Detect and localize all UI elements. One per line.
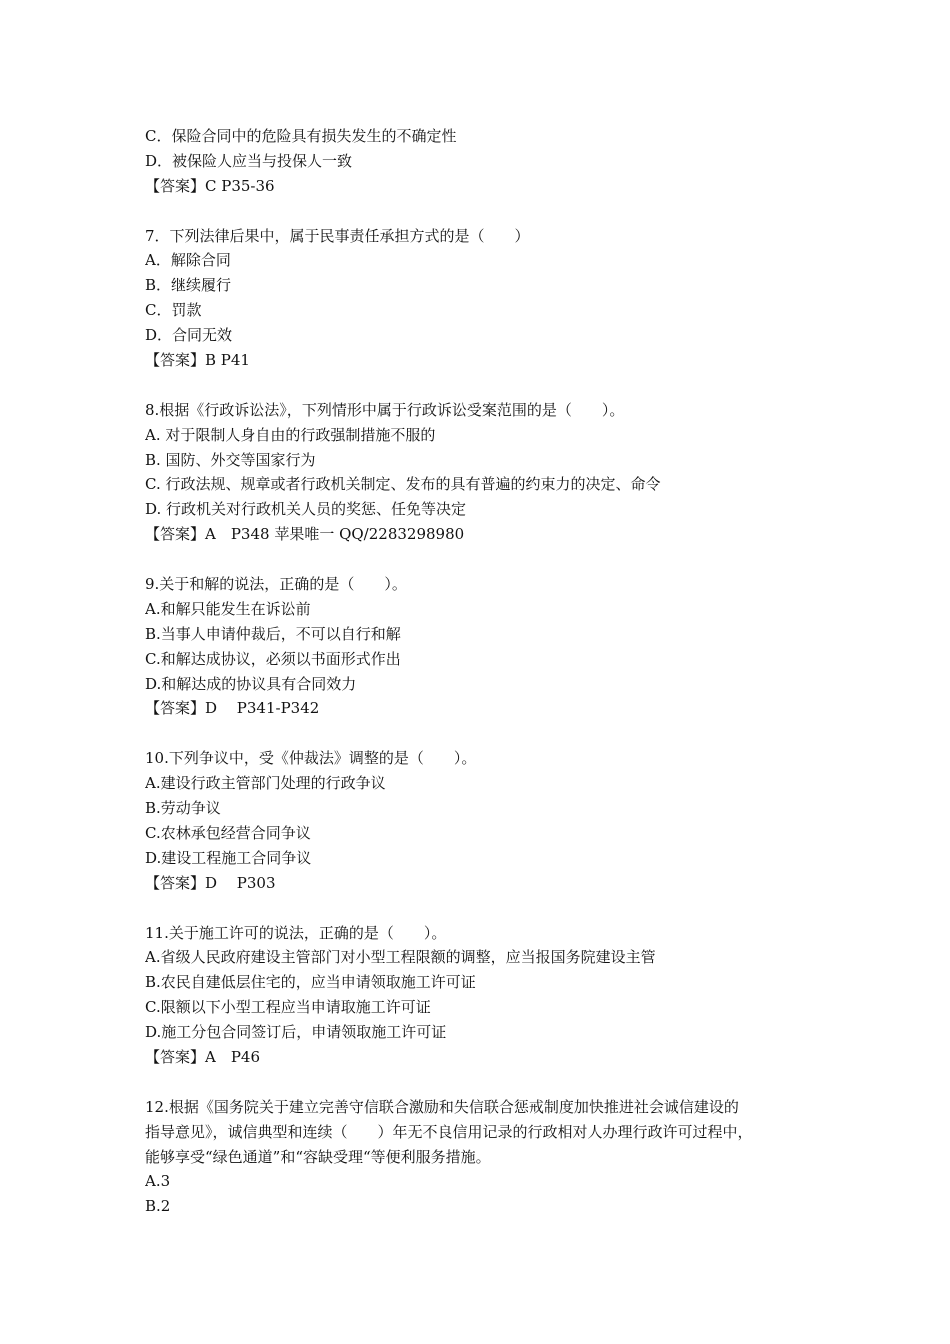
q6-answer: 【答案】C P35-36	[145, 176, 275, 195]
spacer	[145, 547, 845, 572]
spacer	[145, 1070, 845, 1095]
q12-stem-line-1: 12.根据《国务院关于建立完善守信联合激励和失信联合惩戒制度加快推进社会诚信建设的	[145, 1097, 739, 1116]
q11-stem: 11.关于施工许可的说法，正确的是（ ）。	[145, 923, 447, 942]
q9-option-a: A.和解只能发生在诉讼前	[145, 599, 311, 618]
q10-stem: 10.下列争议中，受《仲裁法》调整的是（ ）。	[145, 749, 477, 768]
q10-answer: 【答案】D P303	[145, 873, 276, 892]
q6-option-d: D．被保险人应当与投保人一致	[145, 151, 353, 170]
q8-option-c: C. 行政法规、规章或者行政机关制定、发布的具有普遍的约束力的决定、命令	[145, 475, 661, 494]
q10-option-b: B.劳动争议	[145, 799, 221, 818]
q11-option-b: B.农民自建低层住宅的，应当申请领取施工许可证	[145, 973, 476, 992]
q10-option-d: D.建设工程施工合同争议	[145, 848, 312, 867]
q9-option-c: C.和解达成协议，必须以书面形式作出	[145, 649, 401, 668]
q8-option-a: A. 对于限制人身自由的行政强制措施不服的	[145, 425, 436, 444]
q9-option-d: D.和解达成的协议具有合同效力	[145, 674, 357, 693]
q12-option-b: B.2	[145, 1197, 171, 1216]
spacer	[145, 199, 845, 224]
q10-option-a: A.建设行政主管部门处理的行政争议	[145, 774, 386, 793]
q9-answer: 【答案】D P341-P342	[145, 699, 320, 718]
q7-answer: 【答案】B P41	[145, 351, 250, 370]
q11-option-d: D.施工分包合同签订后，申请领取施工许可证	[145, 1023, 447, 1042]
spacer	[145, 896, 845, 921]
q11-answer: 【答案】A P46	[145, 1047, 261, 1066]
q8-stem: 8.根据《行政诉讼法》，下列情形中属于行政诉讼受案范围的是（ ）。	[145, 400, 625, 419]
q11-option-c: C.限额以下小型工程应当申请取施工许可证	[145, 998, 431, 1017]
q10-option-c: C.农林承包经营合同争议	[145, 823, 311, 842]
q11-option-a: A.省级人民政府建设主管部门对小型工程限额的调整，应当报国务院建设主管	[145, 948, 656, 967]
q8-answer: 【答案】A P348 苹果唯一 QQ/2283298980	[145, 525, 465, 544]
q7-option-a: A．解除合同	[145, 251, 231, 270]
q7-option-d: D．合同无效	[145, 326, 233, 345]
q6-option-c: C．保险合同中的危险具有损失发生的不确定性	[145, 127, 457, 145]
q9-option-b: B.当事人申请仲裁后，不可以自行和解	[145, 624, 401, 643]
q7-option-c: C．罚款	[145, 301, 202, 320]
q9-stem: 9.关于和解的说法，正确的是（ ）。	[145, 575, 407, 594]
q8-option-b: B. 国防、外交等国家行为	[145, 450, 316, 469]
q7-option-b: B．继续履行	[145, 276, 232, 295]
q12-option-a: A.3	[145, 1172, 171, 1191]
q12-stem-line-3: 能够享受“绿色通道”和“容缺受理“等便利服务措施。	[145, 1147, 491, 1166]
q8-option-d: D. 行政机关对行政机关人员的奖惩、任免等决定	[145, 500, 467, 519]
q12-stem-line-2: 指导意见》，诚信典型和连续（ ）年无不良信用记录的行政相对人办理行政许可过程中，	[145, 1122, 753, 1141]
spacer	[145, 373, 845, 398]
document-content	[145, 124, 845, 1219]
q7-stem: 7．下列法律后果中，属于民事责任承担方式的是（ ）	[145, 226, 530, 245]
spacer	[145, 721, 845, 746]
